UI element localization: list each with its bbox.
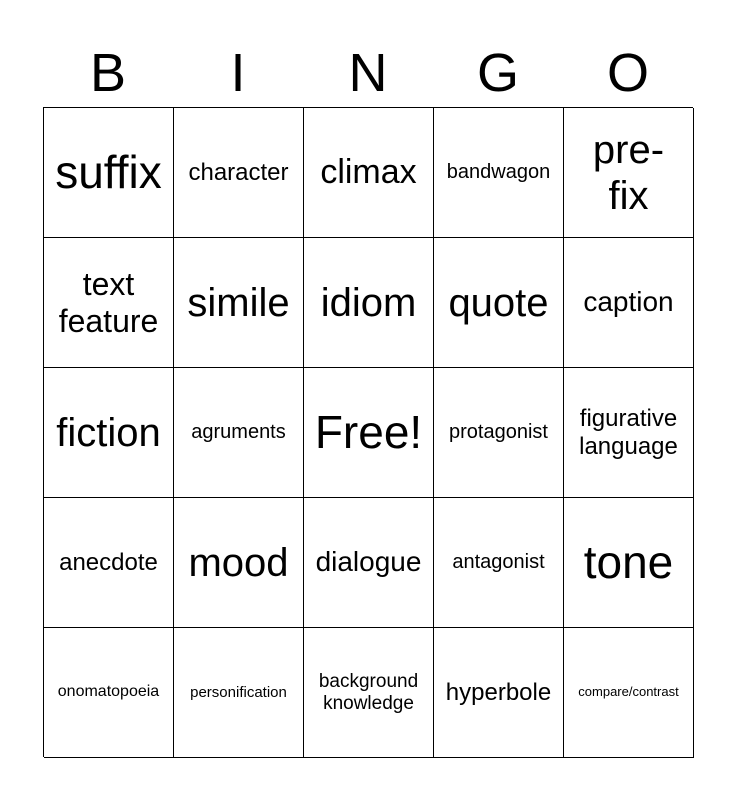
bingo-cell[interactable] xyxy=(564,368,694,498)
header-letter-g: G xyxy=(476,43,519,103)
bingo-cell[interactable] xyxy=(174,628,304,758)
cell-text: onomatopoeia xyxy=(57,683,160,701)
bingo-cell[interactable] xyxy=(434,108,564,238)
bingo-cell[interactable] xyxy=(304,628,434,758)
bingo-cell[interactable] xyxy=(564,498,694,628)
cell-text: dialogue xyxy=(315,546,422,578)
bingo-cell[interactable] xyxy=(44,368,174,498)
bingo-cell[interactable] xyxy=(304,238,434,368)
cell-text: pre- fix xyxy=(592,127,665,218)
cell-text: climax xyxy=(320,152,417,191)
bingo-cell[interactable] xyxy=(434,628,564,758)
cell-text: fiction xyxy=(56,410,161,455)
cell-text: caption xyxy=(583,286,674,318)
cell-text: text feature xyxy=(58,265,159,339)
bingo-cell[interactable] xyxy=(44,238,174,368)
header-letter-o: O xyxy=(606,43,649,103)
cell-text: hyperbole xyxy=(445,678,552,706)
bingo-cell[interactable] xyxy=(304,108,434,238)
cell-text: bandwagon xyxy=(446,161,551,183)
bingo-cell[interactable] xyxy=(434,498,564,628)
header-letter-n: N xyxy=(348,43,388,103)
header-letter-b: B xyxy=(89,43,127,103)
header-letter-i: I xyxy=(230,43,246,103)
cell-text: anecdote xyxy=(59,548,158,576)
cell-text: background knowledge xyxy=(318,670,419,714)
cell-text: protagonist xyxy=(449,421,548,443)
cell-text: agruments xyxy=(191,421,286,443)
cell-text: Free! xyxy=(314,406,423,459)
bingo-header xyxy=(43,40,693,106)
bingo-cell[interactable] xyxy=(434,368,564,498)
cell-text: quote xyxy=(448,280,549,325)
bingo-cell[interactable] xyxy=(174,238,304,368)
cell-text: mood xyxy=(188,540,289,585)
free-cell[interactable] xyxy=(304,368,434,498)
cell-text: compare/contrast xyxy=(578,684,679,700)
cell-text: suffix xyxy=(55,146,162,199)
bingo-cell[interactable] xyxy=(174,368,304,498)
cell-text: antagonist xyxy=(452,551,545,573)
bingo-cell[interactable] xyxy=(44,628,174,758)
bingo-cell[interactable] xyxy=(174,108,304,238)
cell-text: idiom xyxy=(320,280,417,325)
cell-text: simile xyxy=(187,280,290,325)
bingo-cell[interactable] xyxy=(304,498,434,628)
bingo-cell[interactable] xyxy=(44,498,174,628)
bingo-cell[interactable] xyxy=(434,238,564,368)
cell-text: tone xyxy=(583,536,674,589)
bingo-cell[interactable] xyxy=(44,108,174,238)
bingo-cell[interactable] xyxy=(564,628,694,758)
bingo-grid xyxy=(43,107,693,757)
bingo-cell[interactable] xyxy=(174,498,304,628)
bingo-cell[interactable] xyxy=(564,108,694,238)
cell-text: character xyxy=(188,158,289,186)
cell-text: figurative language xyxy=(579,404,678,460)
cell-text: personification xyxy=(190,683,287,701)
bingo-cell[interactable] xyxy=(564,238,694,368)
